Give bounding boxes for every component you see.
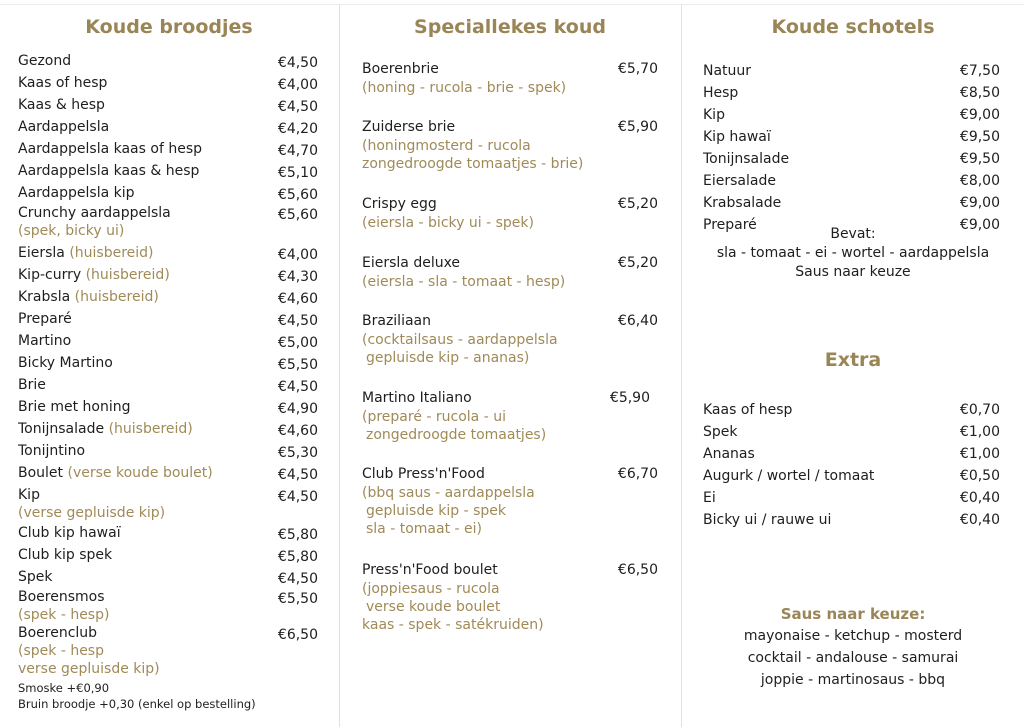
item-name-text: Martino [18, 333, 72, 349]
item-name [18, 332, 71, 351]
item-description: (preparé - rucola - ui [362, 409, 506, 425]
item-description: (spek - hesp [18, 643, 104, 659]
item-name: Braziliaan [362, 313, 431, 329]
item-price: €4,50 [277, 313, 318, 329]
item-name: Preparé [703, 217, 757, 233]
column-speciallekes-koud [340, 6, 680, 727]
menu-item [0, 52, 338, 72]
item-name-text: Preparé [18, 311, 72, 327]
item-name [18, 184, 135, 203]
item-description: kaas - spek - satékruiden) [362, 617, 544, 633]
item-description: (eiersla - bicky ui - spek) [362, 215, 534, 231]
item-price: €5,30 [277, 445, 318, 461]
item-price: €4,90 [277, 401, 318, 417]
item-name-text: Aardappelsla kip [18, 185, 135, 201]
column-title: Koude broodjes [85, 16, 253, 38]
column-koude-schotels [682, 6, 1024, 727]
item-price: €5,60 [277, 187, 318, 203]
item-name [18, 288, 159, 307]
menu-item [340, 389, 680, 409]
item-name [18, 96, 105, 115]
item-description: verse gepluisde kip) [18, 661, 160, 677]
bevat-ingredients: sla - tomaat - ei - wortel - aardappelsla [716, 245, 990, 261]
item-name: Bicky ui / rauwe ui [703, 512, 832, 528]
item-description: (bbq saus - aardappelsla [362, 485, 535, 501]
item-name [18, 310, 72, 329]
item-name [18, 376, 46, 395]
item-price: €9,50 [959, 129, 1000, 145]
menu-item [0, 204, 338, 224]
item-description: (spek - hesp) [18, 607, 110, 623]
menu-item [0, 244, 338, 264]
item-price: €7,50 [959, 63, 1000, 79]
item-price: €4,60 [277, 291, 318, 307]
item-price: €5,90 [609, 390, 650, 406]
item-price: €4,30 [277, 269, 318, 285]
menu-item [682, 128, 1024, 148]
item-name: Hesp [703, 85, 739, 101]
menu-item [340, 195, 680, 215]
bevat-saus: Saus naar keuze [795, 264, 911, 280]
item-price: €9,00 [959, 107, 1000, 123]
item-price: €1,00 [959, 446, 1000, 462]
item-description: (huisbereid) [85, 267, 170, 283]
item-description: gepluisde kip - spek [366, 503, 507, 519]
item-name-text: Eiersla [18, 245, 65, 261]
saus-line: joppie - martinosaus - bbq [760, 672, 946, 688]
item-description: gepluisde kip - ananas) [366, 350, 530, 366]
extra-item [682, 467, 1024, 487]
item-name-text: Aardappelsla kaas & hesp [18, 163, 200, 179]
item-name [18, 162, 199, 181]
item-name: Ei [703, 490, 716, 506]
extra-item [682, 401, 1024, 421]
menu-item [340, 561, 680, 581]
menu-item [0, 376, 338, 396]
column-title: Speciallekes koud [414, 16, 606, 38]
item-price: €4,50 [277, 99, 318, 115]
item-price: €0,50 [959, 468, 1000, 484]
item-description: (huisbereid) [74, 289, 159, 305]
menu-item [0, 96, 338, 116]
item-price: €4,00 [277, 247, 318, 263]
item-name [18, 624, 97, 643]
item-price: €4,00 [277, 77, 318, 93]
menu-item [0, 332, 338, 352]
item-name-text: Kip [18, 487, 40, 503]
item-description: verse koude boulet [366, 599, 501, 615]
menu-item [340, 312, 680, 332]
item-name [18, 524, 121, 543]
item-name: Natuur [703, 63, 752, 79]
item-description: (huisbereid) [69, 245, 154, 261]
extra-item [682, 423, 1024, 443]
item-price: €5,80 [277, 527, 318, 543]
item-name [18, 74, 107, 93]
menu-item [682, 150, 1024, 170]
menu-item [0, 546, 338, 566]
item-name-text: Club kip hawaï [18, 525, 121, 541]
menu-item [0, 524, 338, 544]
item-price: €9,00 [959, 195, 1000, 211]
note-bruin-broodje: Bruin broodje +0,30 (enkel op bestelling) [18, 697, 256, 711]
item-price: €4,60 [277, 423, 318, 439]
item-price: €6,50 [277, 627, 318, 643]
item-description: (honingmosterd - rucola [362, 138, 531, 154]
menu-item [0, 486, 338, 506]
item-name: Kip [703, 107, 725, 123]
item-price: €5,00 [277, 335, 318, 351]
item-description: (spek, bicky ui) [18, 223, 125, 239]
item-name: Martino Italiano [362, 390, 472, 406]
item-name: Ananas [703, 446, 755, 462]
item-price: €6,70 [617, 466, 658, 482]
item-name-text: Tonijnsalade [18, 421, 105, 437]
item-price: €5,50 [277, 357, 318, 373]
item-name [18, 140, 202, 159]
item-name [18, 354, 113, 373]
item-name [18, 52, 71, 71]
item-description: (joppiesaus - rucola [362, 581, 500, 597]
item-price: €6,50 [617, 562, 658, 578]
item-price: €4,20 [277, 121, 318, 137]
menu-item [0, 624, 338, 644]
note-smoske: Smoske +€0,90 [18, 681, 110, 695]
item-price: €5,60 [277, 207, 318, 223]
item-name [18, 486, 40, 505]
item-name-text: Kip-curry [18, 267, 82, 283]
item-name [18, 266, 170, 285]
item-name: Zuiderse brie [362, 119, 456, 135]
item-name: Spek [703, 424, 738, 440]
item-name: Club Press'n'Food [362, 466, 485, 482]
menu-item [0, 140, 338, 160]
item-name: Boerenbrie [362, 61, 439, 77]
item-name-text: Spek [18, 569, 53, 585]
item-name-text: Bicky Martino [18, 355, 113, 371]
extra-item [682, 511, 1024, 531]
menu-item [0, 184, 338, 204]
item-name-text: Crunchy aardappelsla [18, 205, 171, 221]
item-description: (cocktailsaus - aardappelsla [362, 332, 558, 348]
item-name-text: Kaas of hesp [18, 75, 108, 91]
menu-item [682, 106, 1024, 126]
menu-item [682, 62, 1024, 82]
item-name [18, 442, 85, 461]
item-price: €0,40 [959, 490, 1000, 506]
item-name [18, 204, 171, 223]
item-price: €4,50 [277, 55, 318, 71]
item-name-text: Gezond [18, 53, 72, 69]
menu-item [682, 172, 1024, 192]
menu-item [0, 398, 338, 418]
extra-item [682, 445, 1024, 465]
item-price: €5,20 [617, 196, 658, 212]
item-name: Press'n'Food boulet [362, 562, 498, 578]
item-name-text: Brie [18, 377, 46, 393]
item-name: Eiersalade [703, 173, 776, 189]
menu-item [340, 60, 680, 80]
saus-line: mayonaise - ketchup - mosterd [743, 628, 963, 644]
item-price: €0,70 [959, 402, 1000, 418]
item-description: zongedroogde tomaatjes - brie) [362, 156, 584, 172]
item-price: €4,50 [277, 571, 318, 587]
item-price: €8,50 [959, 85, 1000, 101]
column-title: Koude schotels [771, 16, 935, 38]
menu-item [0, 588, 338, 608]
extra-item [682, 489, 1024, 509]
item-price: €5,90 [617, 119, 658, 135]
bevat-label: Bevat: [830, 226, 876, 242]
item-description: sla - tomaat - ei) [366, 521, 482, 537]
item-name: Eiersla deluxe [362, 255, 461, 271]
menu-item [0, 266, 338, 286]
column-koude-broodjes [0, 6, 338, 727]
item-name-text: Tonijntino [18, 443, 86, 459]
item-name: Crispy egg [362, 196, 437, 212]
item-price: €4,50 [277, 489, 318, 505]
menu-item [0, 74, 338, 94]
item-price: €0,40 [959, 512, 1000, 528]
item-name: Tonijnsalade [703, 151, 790, 167]
menu-item [682, 194, 1024, 214]
saus-title: Saus naar keuze: [780, 605, 926, 623]
item-name-text: Aardappelsla [18, 119, 110, 135]
item-price: €5,20 [617, 255, 658, 271]
item-description: (verse koude boulet) [67, 465, 213, 481]
item-price: €5,70 [617, 61, 658, 77]
item-name-text: Krabsla [18, 289, 71, 305]
item-name-text: Boerenclub [18, 625, 98, 641]
item-name [18, 118, 109, 137]
menu-item [0, 310, 338, 330]
item-price: €5,10 [277, 165, 318, 181]
item-price: €8,00 [959, 173, 1000, 189]
top-divider [0, 4, 1024, 5]
item-price: €5,80 [277, 549, 318, 565]
item-description: (huisbereid) [108, 421, 193, 437]
item-price: €6,40 [617, 313, 658, 329]
item-name [18, 568, 53, 587]
menu-item [0, 118, 338, 138]
item-name [18, 420, 193, 439]
item-name-text: Aardappelsla kaas of hesp [18, 141, 202, 157]
menu-item [682, 84, 1024, 104]
menu-item [340, 254, 680, 274]
item-name [18, 588, 105, 607]
extra-title: Extra [824, 349, 882, 371]
item-name-text: Kaas & hesp [18, 97, 105, 113]
item-price: €4,70 [277, 143, 318, 159]
menu-item [0, 354, 338, 374]
item-price: €9,00 [959, 217, 1000, 233]
menu-item [0, 568, 338, 588]
item-name [18, 244, 154, 263]
item-price: €9,50 [959, 151, 1000, 167]
item-description: (eiersla - sla - tomaat - hesp) [362, 274, 566, 290]
item-description: (verse gepluisde kip) [18, 505, 166, 521]
item-price: €4,50 [277, 467, 318, 483]
item-name: Kip hawaï [703, 129, 771, 145]
saus-line: cocktail - andalouse - samurai [747, 650, 959, 666]
item-price: €4,50 [277, 379, 318, 395]
item-name-text: Boulet [18, 465, 64, 481]
menu-item [0, 442, 338, 462]
menu-item [340, 118, 680, 138]
menu-item [0, 420, 338, 440]
menu-item [0, 162, 338, 182]
item-name-text: Club kip spek [18, 547, 113, 563]
item-name: Augurk / wortel / tomaat [703, 468, 875, 484]
menu-item [0, 464, 338, 484]
item-name: Krabsalade [703, 195, 782, 211]
item-description: (honing - rucola - brie - spek) [362, 80, 567, 96]
item-price: €5,50 [277, 591, 318, 607]
menu-item [340, 465, 680, 485]
item-name [18, 398, 130, 417]
item-name [18, 464, 213, 483]
item-name: Kaas of hesp [703, 402, 793, 418]
item-name-text: Boerensmos [18, 589, 105, 605]
item-description: zongedroogde tomaatjes) [366, 427, 547, 443]
item-price: €1,00 [959, 424, 1000, 440]
item-name-text: Brie met honing [18, 399, 131, 415]
item-name [18, 546, 112, 565]
menu-item [0, 288, 338, 308]
